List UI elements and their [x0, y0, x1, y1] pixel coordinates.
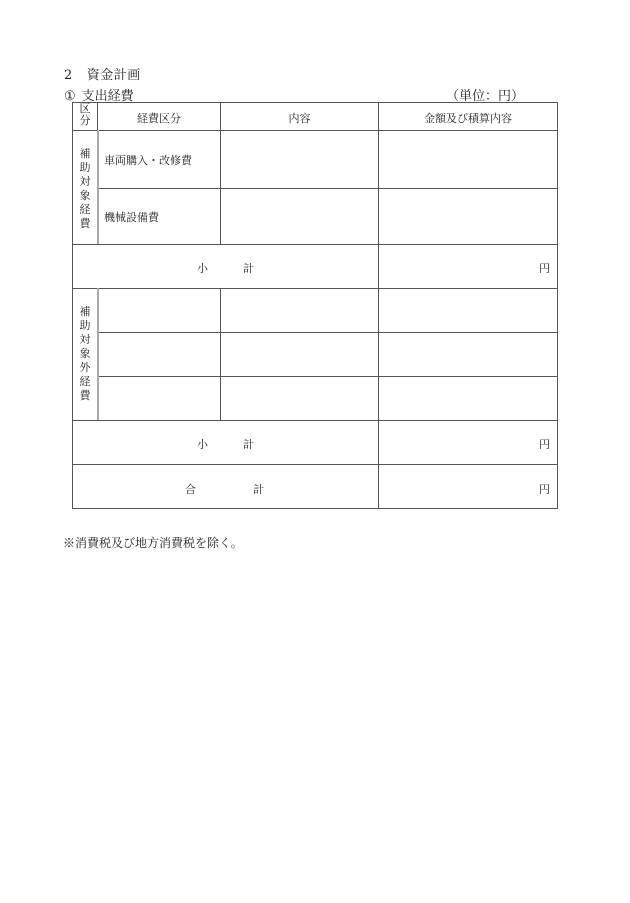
header-amount: 金額及び積算内容: [424, 112, 512, 125]
header-category: [77, 103, 93, 127]
amount-field-vehicle[interactable]: [379, 131, 557, 188]
section-heading: [64, 64, 141, 83]
non-subsidized-content-field-3[interactable]: [221, 377, 378, 420]
subsidized-subtotal-currency: 円: [539, 262, 550, 275]
table-border-right: [557, 102, 558, 509]
non-subsidized-amount-field-3[interactable]: [379, 377, 557, 420]
subsidized-subtotal-label-a: 小: [197, 262, 208, 275]
non-subsidized-subtotal-field[interactable]: [379, 421, 557, 464]
non-subsidized-amount-field-1[interactable]: [379, 289, 557, 332]
non-subsidized-group-label: 補 助 対 象 外 経 費: [79, 305, 91, 402]
non-subsidized-subtotal-label-b: 計: [243, 438, 254, 451]
total-label-b: 計: [253, 483, 264, 496]
non-subsidized-type-field-1[interactable]: [99, 289, 220, 332]
subsidized-subtotal-label-b: 計: [243, 262, 254, 275]
subsection-title: 支出経費: [81, 89, 134, 104]
content-field-vehicle[interactable]: [221, 131, 378, 188]
total-field[interactable]: [379, 465, 557, 508]
expense-type-machinery: 機械設備費: [104, 211, 159, 224]
table-border-left: [72, 102, 73, 509]
header-category-text: 区分: [79, 102, 91, 127]
tax-exclusion-note: ※消費税及び地方消費税を除く。: [63, 536, 243, 550]
non-subsidized-content-field-2[interactable]: [221, 333, 378, 376]
non-subsidized-type-field-3[interactable]: [99, 377, 220, 420]
unit-label: （単位：円）: [446, 89, 525, 104]
non-subsidized-type-field-2[interactable]: [99, 333, 220, 376]
non-subsidized-subtotal-label-a: 小: [197, 438, 208, 451]
table-border-bottom: [72, 508, 558, 509]
non-subsidized-subtotal-currency: 円: [539, 438, 550, 451]
total-currency: 円: [539, 483, 550, 496]
subsidized-group-label: 補 助 対 象 経 費: [79, 147, 91, 230]
expense-type-vehicle: 車両購入・改修費: [104, 154, 192, 167]
subsection-marker: ①: [64, 89, 76, 104]
section-title: 資金計画: [86, 68, 141, 83]
total-label-a: 合: [185, 483, 196, 496]
header-expense-type: 経費区分: [137, 112, 181, 125]
subsidized-subtotal-field[interactable]: [379, 245, 557, 288]
content-field-machinery[interactable]: [221, 189, 378, 244]
col-divider-category: [97, 130, 99, 244]
non-subsidized-content-field-1[interactable]: [221, 289, 378, 332]
amount-field-machinery[interactable]: [379, 189, 557, 244]
table-border-top: [72, 102, 558, 103]
non-subsidized-amount-field-2[interactable]: [379, 333, 557, 376]
header-content: 内容: [288, 112, 311, 125]
section-number: 2: [64, 68, 73, 83]
